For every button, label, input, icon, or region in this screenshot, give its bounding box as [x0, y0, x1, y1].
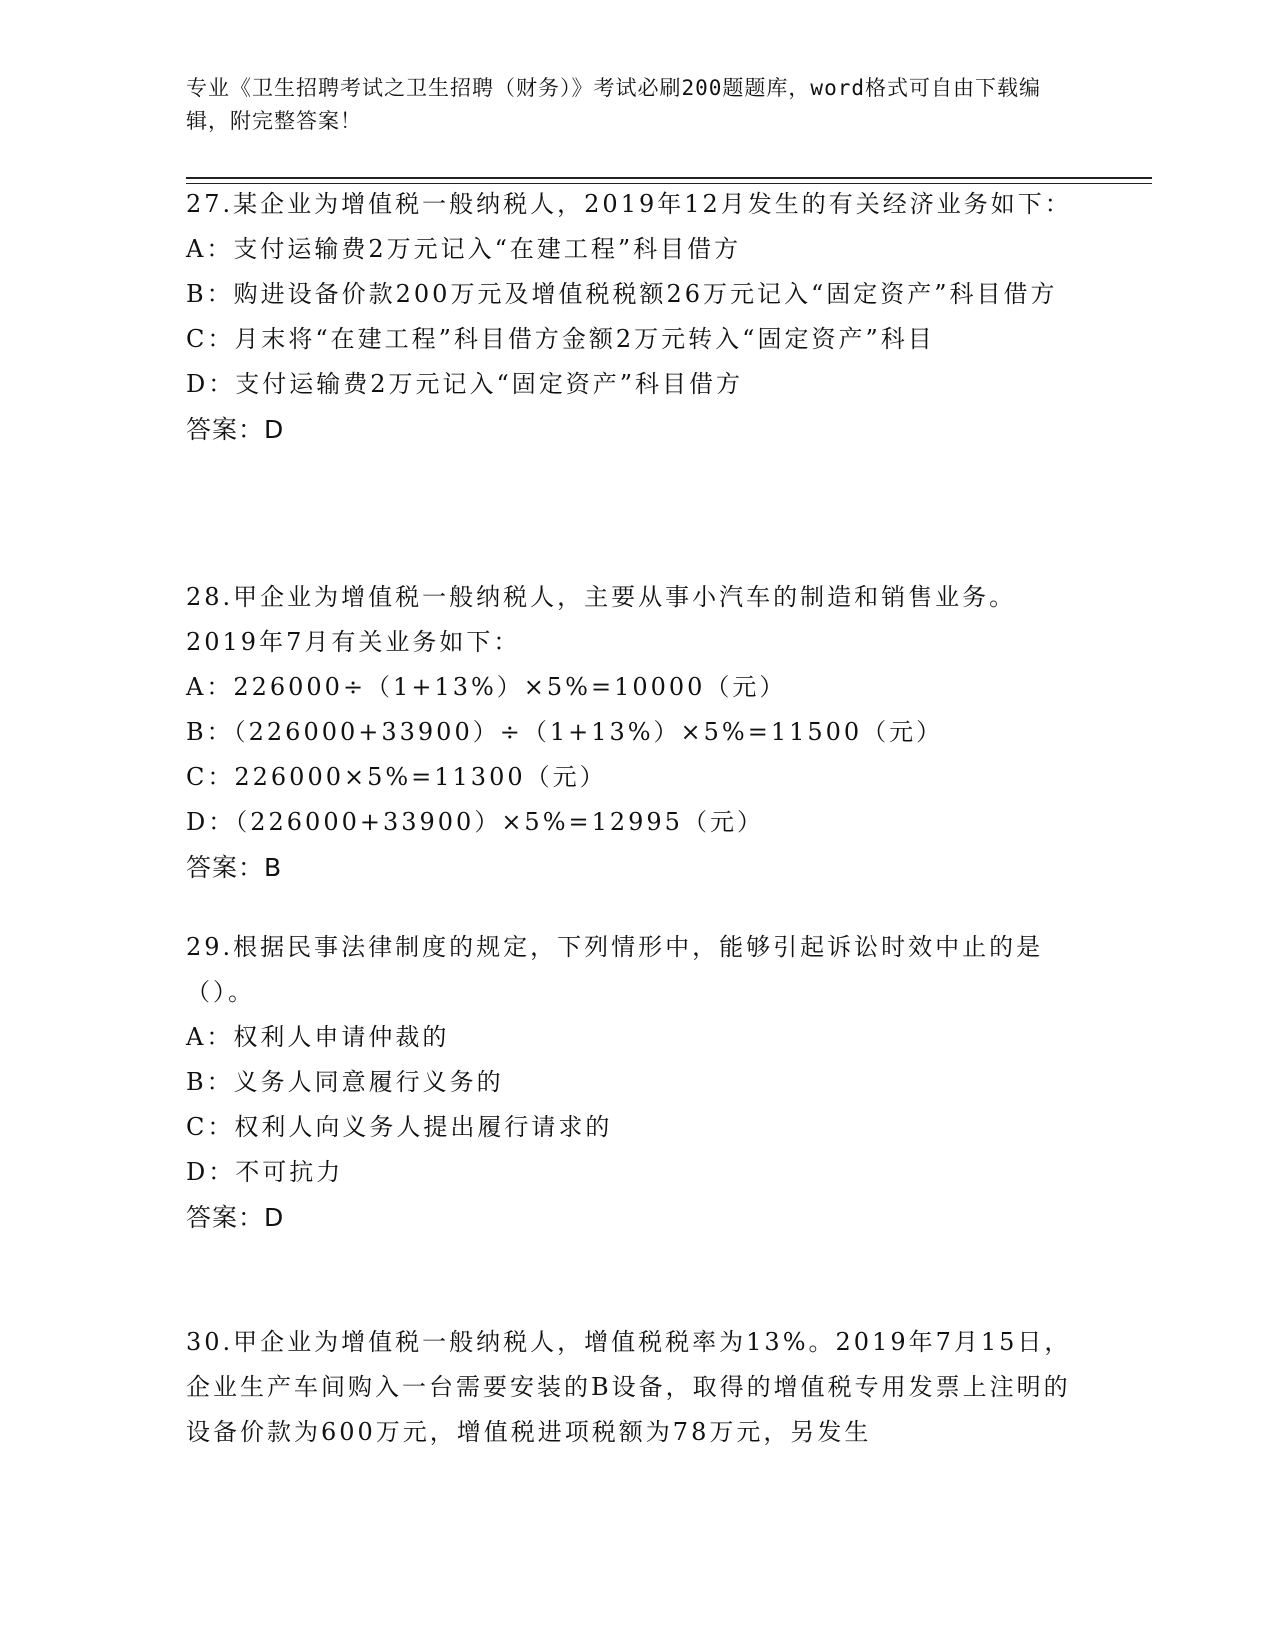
option-c: C：226000×5%=11300（元）	[186, 763, 607, 791]
answer-label: 答案：D	[186, 1203, 285, 1232]
option-b: B：购进设备价款200万元及增值税税额26万元记入“固定资产”科目借方	[186, 280, 1058, 308]
option-a: A：支付运输费2万元记入“在建工程”科目借方	[186, 235, 742, 263]
document-header: 专业《卫生招聘考试之卫生招聘（财务）》考试必刷200题题库，word格式可自由下载编辑，附完整答案！	[186, 76, 1041, 133]
option-a: A：权利人申请仲裁的	[186, 1023, 450, 1051]
option-a: A：226000÷（1+13%）×5%=10000（元）	[186, 673, 787, 701]
question-stem: 27.某企业为增值税一般纳税人，2019年12月发生的有关经济业务如下：	[186, 190, 1072, 218]
question-30	[186, 1320, 1076, 1455]
option-d: D：不可抗力	[186, 1158, 344, 1186]
answer-label: 答案：D	[186, 415, 285, 444]
question-stem: 30.甲企业为增值税一般纳税人，增值税税率为13%。2019年7月15日，企业生产车间购入一台需要安装的B设备，取得的增值税专用发票上注明的设备价款为600万元，增值税进项税额为78万元，另发生	[186, 1328, 1072, 1446]
question-stem: 28.甲企业为增值税一般纳税人，主要从事小汽车的制造和销售业务。2019年7月有关业务如下：	[186, 583, 1017, 656]
question-27	[186, 182, 1076, 452]
option-c: C：权利人向义务人提出履行请求的	[186, 1113, 613, 1141]
option-d: D：支付运输费2万元记入“固定资产”科目借方	[186, 370, 744, 398]
header-divider-thick	[186, 177, 1152, 179]
option-b: B：（226000+33900）÷（1+13%）×5%=11500（元）	[186, 718, 944, 746]
option-d: D：（226000+33900）×5%=12995（元）	[186, 808, 764, 836]
answer-label: 答案：B	[186, 853, 283, 882]
question-29	[186, 925, 1076, 1240]
option-c: C：月末将“在建工程”科目借方金额2万元转入“固定资产”科目	[186, 325, 935, 353]
option-b: B：义务人同意履行义务的	[186, 1068, 504, 1096]
question-28	[186, 575, 1076, 890]
question-stem: 29.根据民事法律制度的规定，下列情形中，能够引起诉讼时效中止的是（）。	[186, 933, 1044, 1006]
